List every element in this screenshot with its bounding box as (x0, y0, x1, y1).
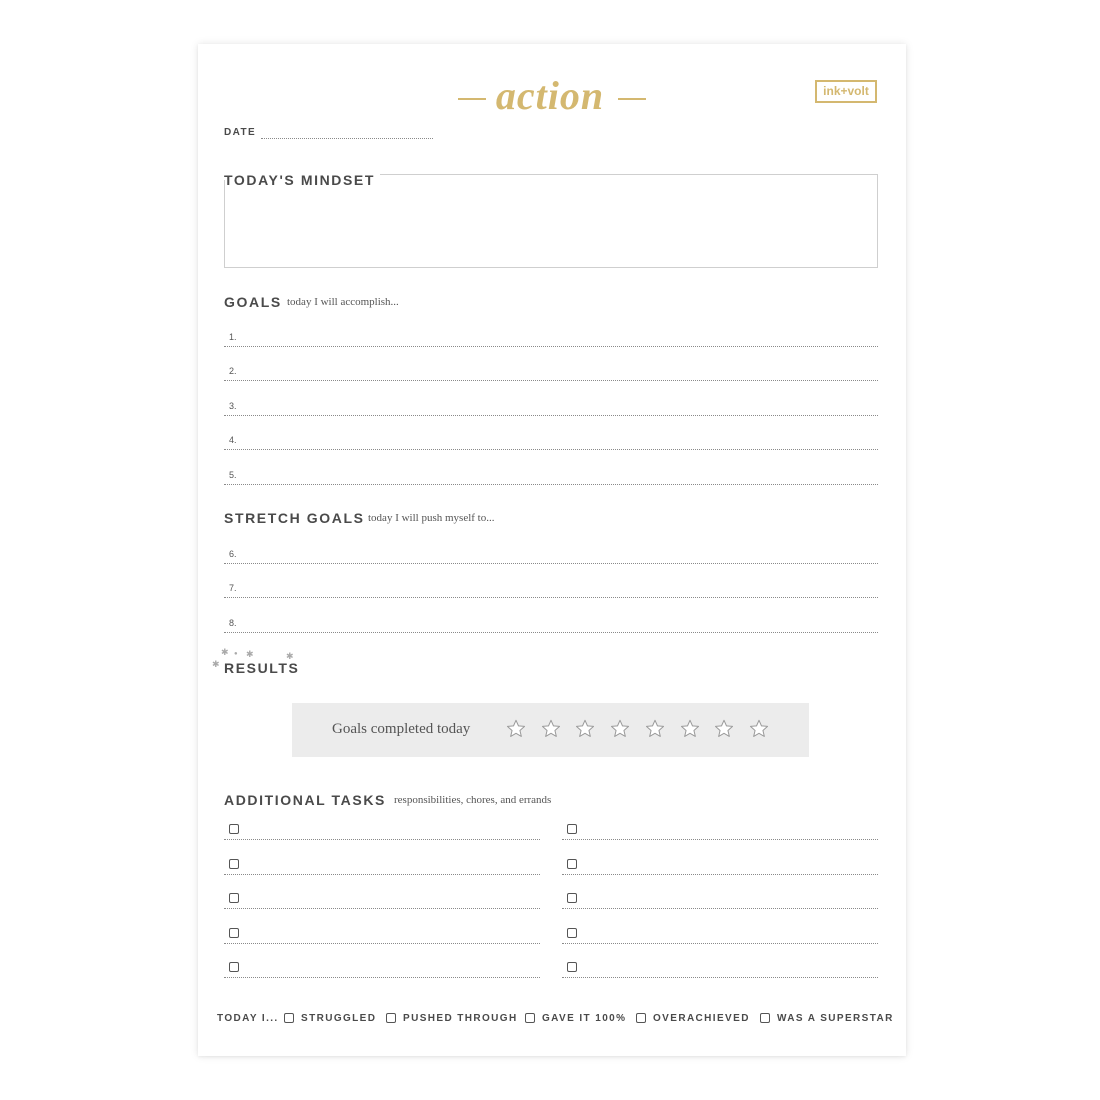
task-checkbox[interactable] (567, 893, 577, 903)
brand-logo: ink+volt (815, 80, 877, 103)
sparkle-icon: ✱ (221, 647, 229, 657)
task-line[interactable] (562, 908, 878, 909)
goal-line[interactable] (224, 484, 878, 485)
sparkle-icon: ✱ (246, 649, 254, 659)
goal-number: 3. (229, 401, 237, 411)
date-line[interactable] (261, 138, 433, 139)
task-checkbox[interactable] (567, 859, 577, 869)
task-checkbox[interactable] (567, 928, 577, 938)
today-option-pushed-through: PUSHED THROUGH (403, 1013, 518, 1024)
additional-tasks-subtitle: responsibilities, chores, and errands (394, 794, 552, 806)
task-line[interactable] (224, 977, 540, 978)
stretch-goal-number: 7. (229, 583, 237, 593)
goals-label: GOALS (224, 294, 282, 310)
stretch-goal-line[interactable] (224, 597, 878, 598)
date-label: DATE (224, 127, 257, 138)
stretch-goals-label: STRETCH GOALS (224, 510, 365, 526)
task-line[interactable] (562, 874, 878, 875)
stretch-goals-subtitle: today I will push myself to... (368, 512, 495, 524)
today-option-was-a-superstar: WAS A SUPERSTAR (777, 1013, 894, 1024)
stretch-goal-line[interactable] (224, 632, 878, 633)
stretch-goal-number: 6. (229, 549, 237, 559)
checkbox[interactable] (525, 1013, 535, 1023)
task-checkbox[interactable] (229, 824, 239, 834)
checkbox[interactable] (760, 1013, 770, 1023)
goal-line[interactable] (224, 449, 878, 450)
star-outline-icon[interactable] (713, 718, 735, 740)
stretch-goal-number: 8. (229, 618, 237, 628)
star-outline-icon[interactable] (574, 718, 596, 740)
task-checkbox[interactable] (229, 859, 239, 869)
task-line[interactable] (224, 839, 540, 840)
title-dash-right (618, 98, 646, 100)
task-line[interactable] (562, 977, 878, 978)
goal-number: 2. (229, 366, 237, 376)
checkbox[interactable] (284, 1013, 294, 1023)
stretch-goal-line[interactable] (224, 563, 878, 564)
goals-completed-text: Goals completed today (332, 721, 471, 737)
star-outline-icon[interactable] (679, 718, 701, 740)
task-checkbox[interactable] (229, 893, 239, 903)
sparkle-icon: ✱ (212, 659, 220, 669)
task-line[interactable] (224, 943, 540, 944)
task-line[interactable] (224, 874, 540, 875)
today-option-overachieved: OVERACHIEVED (653, 1013, 750, 1024)
task-line[interactable] (562, 839, 878, 840)
additional-tasks-label: ADDITIONAL TASKS (224, 792, 386, 808)
today-label: TODAY I... (217, 1013, 279, 1024)
sparkle-icon: ● (234, 651, 238, 657)
today-option-struggled: STRUGGLED (301, 1013, 377, 1024)
goal-line[interactable] (224, 415, 878, 416)
checkbox[interactable] (636, 1013, 646, 1023)
star-outline-icon[interactable] (748, 718, 770, 740)
goal-number: 1. (229, 332, 237, 342)
mindset-label: TODAY'S MINDSET (224, 172, 376, 188)
task-checkbox[interactable] (567, 824, 577, 834)
task-line[interactable] (562, 943, 878, 944)
mindset-box[interactable] (224, 174, 878, 268)
sparkle-icon: ✱ (286, 651, 294, 661)
goals-subtitle: today I will accomplish... (287, 296, 399, 308)
goal-line[interactable] (224, 346, 878, 347)
page-title: action (495, 73, 605, 118)
task-checkbox[interactable] (567, 962, 577, 972)
star-outline-icon[interactable] (644, 718, 666, 740)
task-checkbox[interactable] (229, 962, 239, 972)
results-label: RESULTS (224, 660, 300, 676)
today-option-gave-it-100: GAVE IT 100% (542, 1013, 627, 1024)
star-outline-icon[interactable] (540, 718, 562, 740)
goal-number: 4. (229, 435, 237, 445)
star-outline-icon[interactable] (609, 718, 631, 740)
goal-line[interactable] (224, 380, 878, 381)
goal-number: 5. (229, 470, 237, 480)
task-line[interactable] (224, 908, 540, 909)
task-checkbox[interactable] (229, 928, 239, 938)
checkbox[interactable] (386, 1013, 396, 1023)
star-outline-icon[interactable] (505, 718, 527, 740)
